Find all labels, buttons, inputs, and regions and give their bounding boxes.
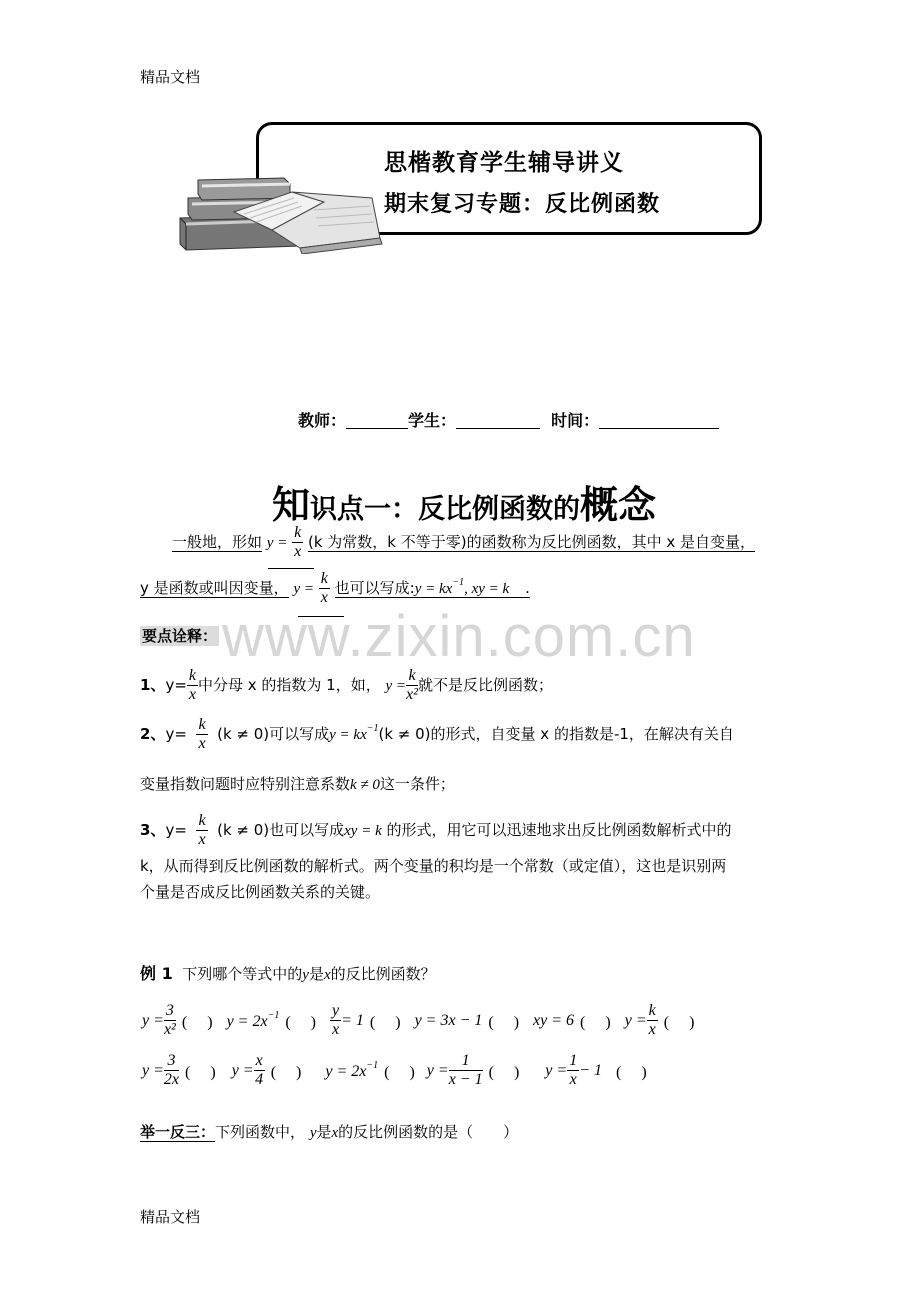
fraction-k-over-x: $\frac{k}{x}$ bbox=[320, 570, 328, 606]
answer-blank[interactable]: ( ) bbox=[181, 1014, 213, 1031]
key-point-3: 3、y= $\frac{k}{x}$ (k ≠ 0)也可以写成xy = k 的形式，用它可以迅速地求出反比例函数解析式中的 bbox=[140, 812, 732, 848]
doc-subtitle: 期末复习专题：反比例函数 bbox=[384, 192, 661, 217]
fraction-k-over-x: $\frac{k}{x}$ bbox=[198, 716, 206, 752]
answer-blank[interactable]: ( ) bbox=[615, 1064, 647, 1081]
page-footer: 精品文档 bbox=[140, 1208, 201, 1226]
definition-text-4: 也可以写成: bbox=[334, 579, 415, 597]
fraction-k-over-x: $\frac{k}{x}$ bbox=[188, 667, 196, 703]
fraction-k-over-x: $\frac{k}{x}$ bbox=[198, 812, 206, 848]
section-title-main: 识点一：反比例函数的 bbox=[310, 494, 581, 525]
key-point-2: 2、y= $\frac{k}{x}$ (k ≠ 0)可以写成$y = kx^{-1}(k \ne 0)$的形式，自变量 x 的指数是-1，在解决有关自 bbox=[140, 716, 734, 752]
teacher-blank[interactable] bbox=[346, 412, 408, 429]
underline-fraction-2 bbox=[298, 616, 344, 617]
key-point-3-cont-1: k，从而得到反比例函数的解析式。两个变量的积均是一个常数（或定值），这也是识别两 bbox=[140, 857, 727, 875]
section-title-big: 知 bbox=[272, 483, 311, 527]
formula-y-kx-inv: $y = kx^{-1}$ bbox=[414, 577, 465, 597]
fraction-3-over-x2: $\frac{3}{\text{x²}}$ bbox=[163, 1002, 176, 1038]
watermark: www.zixin.com.cn bbox=[222, 604, 696, 669]
definition-line-2 bbox=[140, 570, 530, 607]
fraction-3-over-2x: $\frac{3}{2x}$ bbox=[163, 1052, 180, 1088]
student-label: 学生： bbox=[408, 411, 457, 430]
definition-text-2: (k 为常数，k 不等于零)的函数称为反比例函数，其中 x 是自变量， bbox=[308, 533, 756, 551]
y-eq: y = bbox=[293, 581, 314, 597]
definition-line-1 bbox=[172, 524, 755, 561]
underline-fraction-1 bbox=[268, 568, 314, 569]
fraction-y-over-x: $\frac{y}{x}$ bbox=[332, 1002, 340, 1038]
example-1-row-2: y = $\frac{3}{2x}$ ( ) y = $\frac{x}{4}$ ( ) $y = 2x^{-1}$ ( ) y = $\frac{1}{x - 1}$ ( ) y = $\frac{1}{x}$ − 1 ( ) bbox=[142, 1052, 647, 1088]
key-point-2-cont: 变量指数问题时应特别注意系数k ≠ 0这一条件； bbox=[140, 775, 455, 793]
answer-blank[interactable]: ( ) bbox=[580, 1014, 611, 1031]
key-point-1: 1、y= $\frac{k}{x}$ 中分母 x 的指数为 1，如， y = $\frac{k}{\text{x²}}$ 就不是反比例函数； bbox=[140, 667, 553, 703]
answer-blank[interactable]: ( ) bbox=[185, 1064, 216, 1081]
doc-title: 思楷教育学生辅导讲义 bbox=[384, 150, 624, 176]
fraction-1-over-x: $\frac{1}{x}$ bbox=[569, 1052, 578, 1088]
key-point-3-cont-2: 个量是否成反比例函数关系的关键。 bbox=[140, 883, 381, 901]
answer-blank[interactable]: ( ) bbox=[285, 1014, 316, 1031]
answer-blank[interactable]: ( ) bbox=[369, 1014, 401, 1031]
definition-period: . bbox=[509, 579, 530, 598]
answer-blank[interactable]: ( ) bbox=[488, 1064, 520, 1081]
example-1-question: 例 1 下列哪个等式中的y是x的反比例函数？ bbox=[140, 964, 436, 983]
fraction-1-over-x-minus-1: $\frac{1}{x - 1}$ bbox=[448, 1052, 483, 1088]
time-label: 时间： bbox=[551, 411, 600, 430]
fraction-k-over-x: $\frac{k}{x}$ bbox=[294, 524, 302, 560]
page-header: 精品文档 bbox=[140, 68, 201, 86]
fraction-k-over-x2: $\frac{k}{\text{x²}}$ bbox=[406, 667, 418, 703]
y-eq: y = bbox=[266, 535, 288, 551]
answer-blank[interactable]: ( ) bbox=[384, 1064, 415, 1081]
definition-text-3: y 是函数或叫因变量， bbox=[140, 579, 289, 597]
key-points-heading: 要点诠释： bbox=[142, 627, 218, 645]
teacher-label: 教师： bbox=[298, 411, 347, 430]
fraction-k-over-x: $\frac{k}{x}$ bbox=[648, 1002, 656, 1038]
answer-blank[interactable]: ( ) bbox=[488, 1014, 520, 1031]
definition-text-1: 一般地，形如 bbox=[172, 533, 263, 551]
answer-blank[interactable]: ( ) bbox=[663, 1014, 695, 1031]
info-line bbox=[298, 408, 719, 431]
books-illustration bbox=[174, 170, 386, 254]
time-blank[interactable] bbox=[599, 412, 719, 429]
student-blank[interactable] bbox=[456, 412, 540, 429]
section-title-tail: 概念 bbox=[580, 483, 657, 527]
fraction-x-over-4: $\frac{x}{4}$ bbox=[255, 1052, 264, 1088]
practice-question: 举一反三：下列函数中， y是x的反比例函数的是（ ） bbox=[140, 1123, 519, 1141]
formula-xy-k: , xy = k bbox=[464, 581, 510, 597]
section-title bbox=[272, 474, 656, 529]
example-1-row-1: y = $\frac{3}{\text{x²}}$ ( ) $y = 2x^{-1}$ ( ) $\frac{y}{x}$ = 1 ( ) y = 3x − 1 ( ) xy = 6 ( ) y = $\frac{k}{x}$ ( ) bbox=[142, 1002, 695, 1038]
answer-blank[interactable]: ( ) bbox=[270, 1064, 302, 1081]
